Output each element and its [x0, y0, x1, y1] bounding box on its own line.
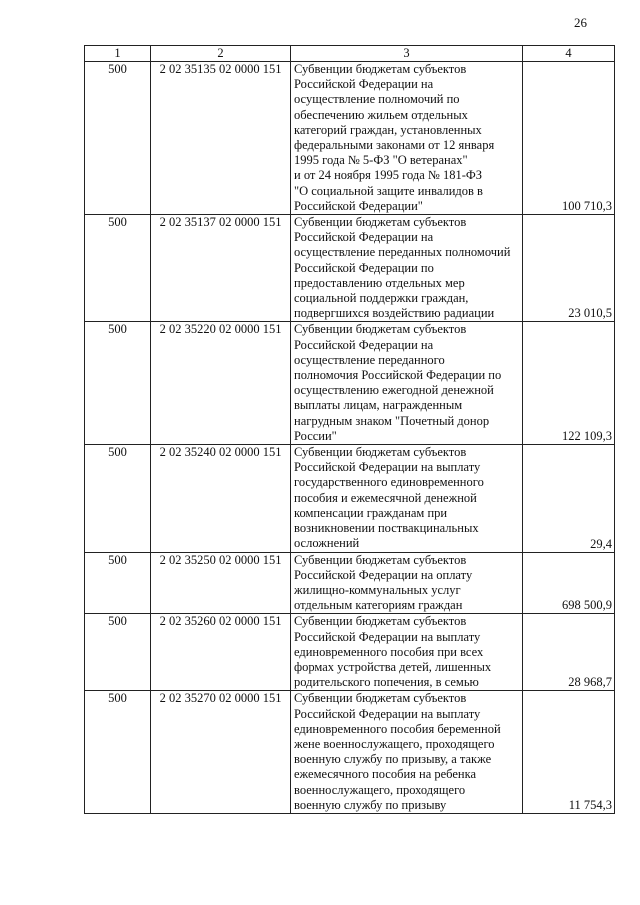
- budget-code-cell: 2 02 35135 02 0000 151: [151, 62, 291, 215]
- amount-cell: 100 710,3: [523, 62, 615, 215]
- amount-cell: 698 500,9: [523, 552, 615, 614]
- table-row: [85, 445, 615, 552]
- header-row: [85, 46, 615, 62]
- budget-code-cell: 2 02 35137 02 0000 151: [151, 215, 291, 322]
- budget-code-cell: 2 02 35220 02 0000 151: [151, 322, 291, 445]
- budget-code-cell: 2 02 35240 02 0000 151: [151, 445, 291, 552]
- table-row: [85, 322, 615, 445]
- header-col-2: 2: [151, 46, 291, 62]
- admin-code-cell: 500: [85, 215, 151, 322]
- table-row: [85, 614, 615, 691]
- budget-code-cell: 2 02 35270 02 0000 151: [151, 691, 291, 814]
- description-cell: Субвенции бюджетам субъектов Российской Федерации на осуществление переданного полномочия Российской Федерации по осуществлению ежегодной денежной выплаты лицам, награжденным нагрудным знаком "Почетный донор России": [291, 322, 523, 445]
- description-cell: Субвенции бюджетам субъектов Российской Федерации на оплату жилищно-коммунальных услуг отдельным категориям граждан: [291, 552, 523, 614]
- table-row: [85, 62, 615, 215]
- admin-code-cell: 500: [85, 322, 151, 445]
- description-cell: Субвенции бюджетам субъектов Российской Федерации на осуществление полномочий по обеспечению жильем отдельных категорий граждан, установленных федеральными законами от 12 января 1995 года № 5-ФЗ "О ветеранах" и от 24 ноября 1995 года № 181-ФЗ "О социальной защите инвалидов в Российской Федерации": [291, 62, 523, 215]
- admin-code-cell: 500: [85, 691, 151, 814]
- description-cell: Субвенции бюджетам субъектов Российской Федерации на выплату единовременного пособия при всех формах устройства детей, лишенных родительского попечения, в семью: [291, 614, 523, 691]
- page-number: 26: [574, 15, 587, 30]
- description-cell: Субвенции бюджетам субъектов Российской Федерации на осуществление переданных полномочий Российской Федерации по предоставлению отдельных мер социальной поддержки граждан, подвергшихся воздействию радиации: [291, 215, 523, 322]
- amount-cell: 29,4: [523, 445, 615, 552]
- table-row: [85, 215, 615, 322]
- admin-code-cell: 500: [85, 62, 151, 215]
- admin-code-cell: 500: [85, 445, 151, 552]
- budget-code-cell: 2 02 35250 02 0000 151: [151, 552, 291, 614]
- table-row: [85, 691, 615, 814]
- amount-cell: 11 754,3: [523, 691, 615, 814]
- amount-cell: 28 968,7: [523, 614, 615, 691]
- header-col-4: 4: [523, 46, 615, 62]
- table-row: [85, 552, 615, 614]
- header-col-3: 3: [291, 46, 523, 62]
- admin-code-cell: 500: [85, 614, 151, 691]
- amount-cell: 23 010,5: [523, 215, 615, 322]
- budget-table: [84, 45, 615, 814]
- admin-code-cell: 500: [85, 552, 151, 614]
- description-cell: Субвенции бюджетам субъектов Российской Федерации на выплату государственного единовременного пособия и ежемесячной денежной компенсации гражданам при возникновении поствакцинальных осложнений: [291, 445, 523, 552]
- amount-cell: 122 109,3: [523, 322, 615, 445]
- header-col-1: 1: [85, 46, 151, 62]
- description-cell: Субвенции бюджетам субъектов Российской Федерации на выплату единовременного пособия беременной жене военнослужащего, проходящего военную службу по призыву, а также ежемесячного пособия на ребенка военнослужащего, проходящего военную службу по призыву: [291, 691, 523, 814]
- budget-code-cell: 2 02 35260 02 0000 151: [151, 614, 291, 691]
